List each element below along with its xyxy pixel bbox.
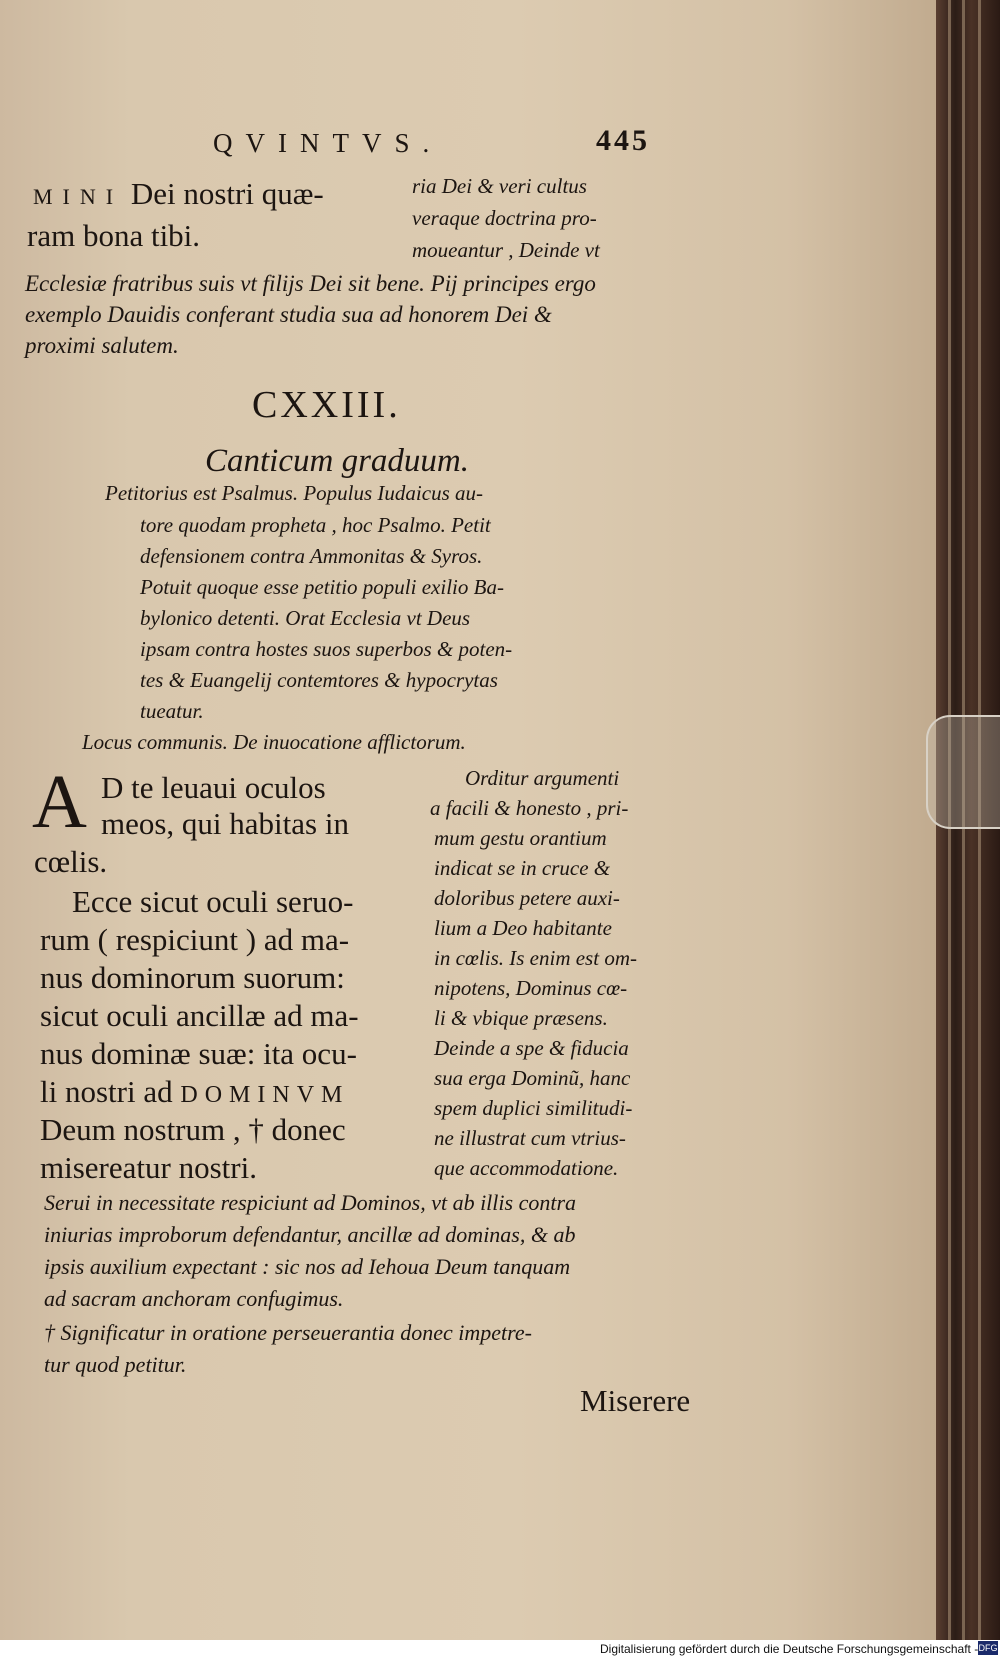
note-line: † Significatur in oratione perseuerantia donec impetre- xyxy=(44,1320,532,1345)
note-line: veraque doctrina pro- xyxy=(412,206,597,230)
note-line: proximi salutem. xyxy=(25,333,179,358)
argument-line: defensionem contra Ammonitas & Syros. xyxy=(140,544,483,568)
running-title: QVINTVS. xyxy=(213,128,443,158)
verse-line xyxy=(40,1076,349,1107)
argument-line: tore quodam propheta , hoc Psalmo. Petit xyxy=(140,513,491,537)
commentary-line: mum gestu orantium xyxy=(434,826,607,850)
commentary-line: spem duplici similitudi- xyxy=(434,1096,633,1120)
commentary-line: in cœlis. Is enim est om- xyxy=(434,946,637,970)
note-line: moueantur , Deinde vt xyxy=(412,238,600,262)
commentary-line: ne illustrat cum vtrius- xyxy=(434,1126,626,1150)
note-line: Ecclesiæ fratribus suis vt filijs Dei sit bene. Pij principes ergo xyxy=(25,271,596,296)
argument-line: tes & Euangelij contemtores & hypocrytas xyxy=(140,668,498,692)
verse-line: sicut oculi ancillæ ad ma- xyxy=(40,998,359,1033)
verse-line: misereatur nostri. xyxy=(40,1150,257,1185)
verse-line: meos, qui habitas in xyxy=(101,806,349,841)
text-segment: Dei nostri quæ- xyxy=(130,176,324,211)
note-line: exemplo Dauidis conferant studia sua ad honorem Dei & xyxy=(25,302,552,327)
note-line: ria Dei & veri cultus xyxy=(412,174,587,198)
commentary-line: li & vbique præsens. xyxy=(434,1006,608,1030)
drop-cap: A xyxy=(32,760,87,844)
text-line: ram bona tibi. xyxy=(27,218,201,253)
commentary-line: indicat se in cruce & xyxy=(434,856,611,880)
smallcaps-word: MINI xyxy=(33,184,124,209)
text-line xyxy=(33,178,324,209)
page-number: 445 xyxy=(596,124,650,157)
commentary-line: lium a Deo habitante xyxy=(434,916,612,940)
text-segment: li nostri ad xyxy=(40,1074,173,1109)
verse-line: rum ( respiciunt ) ad ma- xyxy=(40,922,350,957)
verse-line: Deum nostrum , † donec xyxy=(40,1112,346,1147)
note-line: iniurias improborum defendantur, ancillæ ad dominas, & ab xyxy=(44,1222,576,1247)
verse-line: cœlis. xyxy=(34,844,108,879)
note-line: ipsis auxilium expectant : sic nos ad Iehoua Deum tanquam xyxy=(44,1254,571,1279)
commentary-line: nipotens, Dominus cœ- xyxy=(434,976,628,1000)
commentary-line: Deinde a spe & fiducia xyxy=(434,1036,629,1060)
dfg-logo: DFG xyxy=(978,1643,998,1653)
note-line: tur quod petitur. xyxy=(44,1352,187,1377)
dominum-smallcaps: DOMINVM xyxy=(180,1082,350,1108)
commentary-line: sua erga Dominũ, hanc xyxy=(434,1066,631,1090)
verse-line: nus dominæ suæ: ita ocu- xyxy=(40,1036,357,1071)
argument-line: ipsam contra hostes suos superbos & poten- xyxy=(140,637,513,661)
locus-communis: Locus communis. De inuocatione afflictorum. xyxy=(82,730,466,754)
catchword: Miserere xyxy=(580,1383,691,1418)
commentary-line: que accommodatione. xyxy=(434,1156,619,1180)
argument-line: Potuit quoque esse petitio populi exilio Ba- xyxy=(140,575,504,599)
argument-line: Petitorius est Psalmus. Populus Iudaicus au- xyxy=(105,481,483,505)
commentary-line: doloribus petere auxi- xyxy=(434,886,620,910)
argument-line: tueatur. xyxy=(140,699,204,723)
psalm-title: Canticum graduum. xyxy=(205,443,469,479)
note-line: ad sacram anchoram confugimus. xyxy=(44,1286,344,1311)
commentary-line: Orditur argumenti xyxy=(465,766,620,790)
footer-credit: Digitalisierung gefördert durch die Deutsche Forschungsgemeinschaft - xyxy=(600,1642,979,1656)
verse-line: D te leuaui oculos xyxy=(101,770,326,805)
psalm-number: CXXIII. xyxy=(252,384,401,426)
verse-line: nus dominorum suorum: xyxy=(40,960,345,995)
note-line: Serui in necessitate respiciunt ad Dominos, vt ab illis contra xyxy=(44,1190,577,1215)
argument-line: bylonico detenti. Orat Ecclesia vt Deus xyxy=(140,606,471,630)
verse-line: Ecce sicut oculi seruo- xyxy=(72,884,354,919)
commentary-line: a facili & honesto , pri- xyxy=(430,796,629,820)
page-clip xyxy=(926,715,1000,829)
